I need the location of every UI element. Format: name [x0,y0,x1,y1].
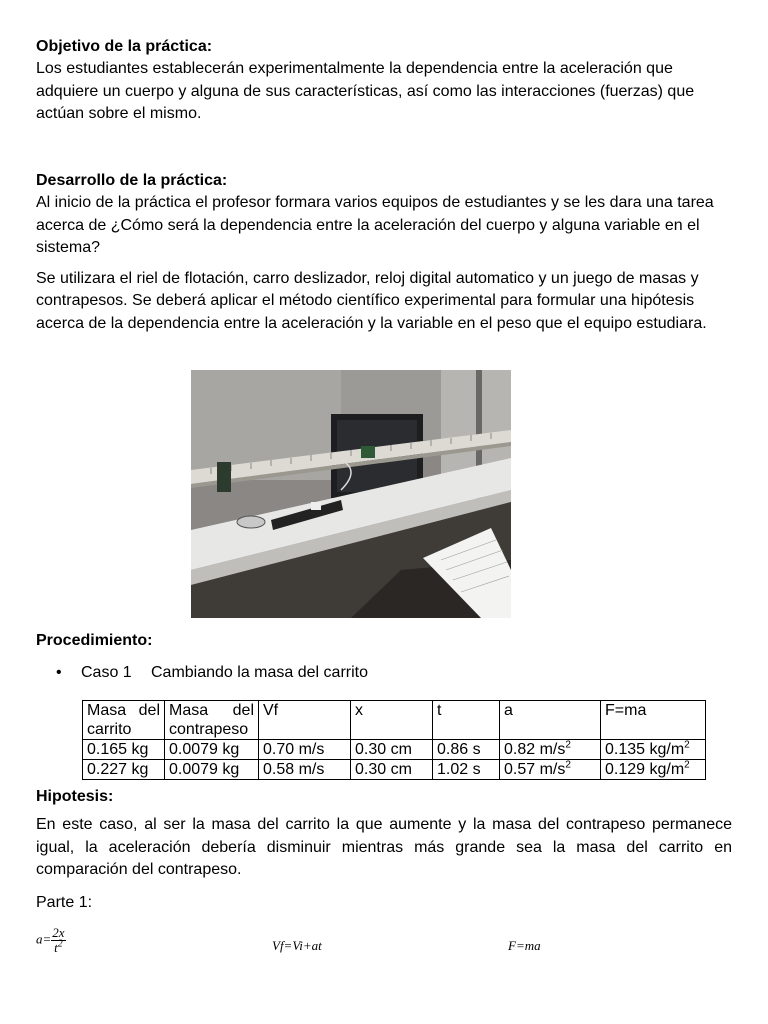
header-a: a [500,701,601,740]
cell-masa-contrapeso: 0.0079 kg [165,760,259,780]
cell-vf: 0.58 m/s [259,760,351,780]
procedure-section [36,630,732,684]
formula-acceleration: a= $\frac{2x}{t^2}$ [36,925,65,955]
header-f: F=ma [601,701,706,740]
cell-x: 0.30 cm [351,760,433,780]
procedure-title: Procedimiento: [36,632,153,649]
objective-title: Objetivo de la práctica: [36,38,213,55]
formula-force: F=ma [508,938,541,953]
hypothesis-title: Hipotesis: [36,788,114,805]
bullet-icon: • [56,664,62,681]
table-header-row [83,701,706,740]
case-1-item [56,662,732,684]
development-paragraph-1: Al inicio de la práctica el profesor formara varios equipos de estudiantes y se les dara una tarea acerca de ¿Cómo será la dependencia entre la aceleración del cuerpo y alguna variable en el sistema? [36,194,714,256]
header-masa-carrito: Masa del carrito [83,701,165,740]
cell-a: 0.57 $m/s^2$ [500,760,601,780]
cell-masa-carrito: 0.165 kg [83,740,165,760]
hypothesis-section [36,786,732,914]
cell-f: 0.135 $kg/m^2$ [601,740,706,760]
cell-f: 0.129 $kg/m^2$ [601,760,706,780]
cell-t: 1.02 s [433,760,500,780]
cell-a: 0.82 $m/s^2$ [500,740,601,760]
objective-section [36,36,732,126]
development-title: Desarrollo de la práctica: [36,172,228,189]
cell-t: 0.86 s [433,740,500,760]
header-x: x [351,701,433,740]
cell-vf: 0.70 m/s [259,740,351,760]
fraction: $\frac{2x}{t^2}$ [52,925,65,955]
cell-masa-contrapeso: 0.0079 kg [165,740,259,760]
part-1-label: Parte 1: [36,893,93,911]
header-masa-contrapeso: Masa del contrapeso [165,701,259,740]
formula-velocity: Vf=Vi+at [272,938,322,953]
results-table [82,700,706,780]
header-t: t [433,701,500,740]
case-label: Caso 1 [81,664,132,681]
table-row [83,760,706,780]
development-paragraph-2: Se utilizara el riel de flotación, carro deslizador, reloj digital automatico y un juego de masas y contrapesos. Se deberá aplicar el método científico experimental para formular una hipótesis acerca de la dependencia entre la aceleración y la variable en el peso que el equipo estudiara. [36,269,707,332]
development-section [36,170,732,335]
hypothesis-text: En este caso, al ser la masa del carrito la que aumente y la masa del contrapeso permanece igual, la aceleración debería disminuir mientras más grande sea la masa del carrito en comparación del contrapeso. [36,816,732,878]
header-vf: Vf [259,701,351,740]
cell-masa-carrito: 0.227 kg [83,760,165,780]
cell-x: 0.30 cm [351,740,433,760]
case-description: Cambiando la masa del carrito [151,664,368,681]
air-track-photo [191,370,511,618]
objective-text: Los estudiantes establecerán experimentalmente la dependencia entre la aceleración que adquiere un cuerpo y alguna de sus características, así como las interacciones (fuerzas) que actúan sobre el mismo. [36,60,695,122]
table-row [83,740,706,760]
